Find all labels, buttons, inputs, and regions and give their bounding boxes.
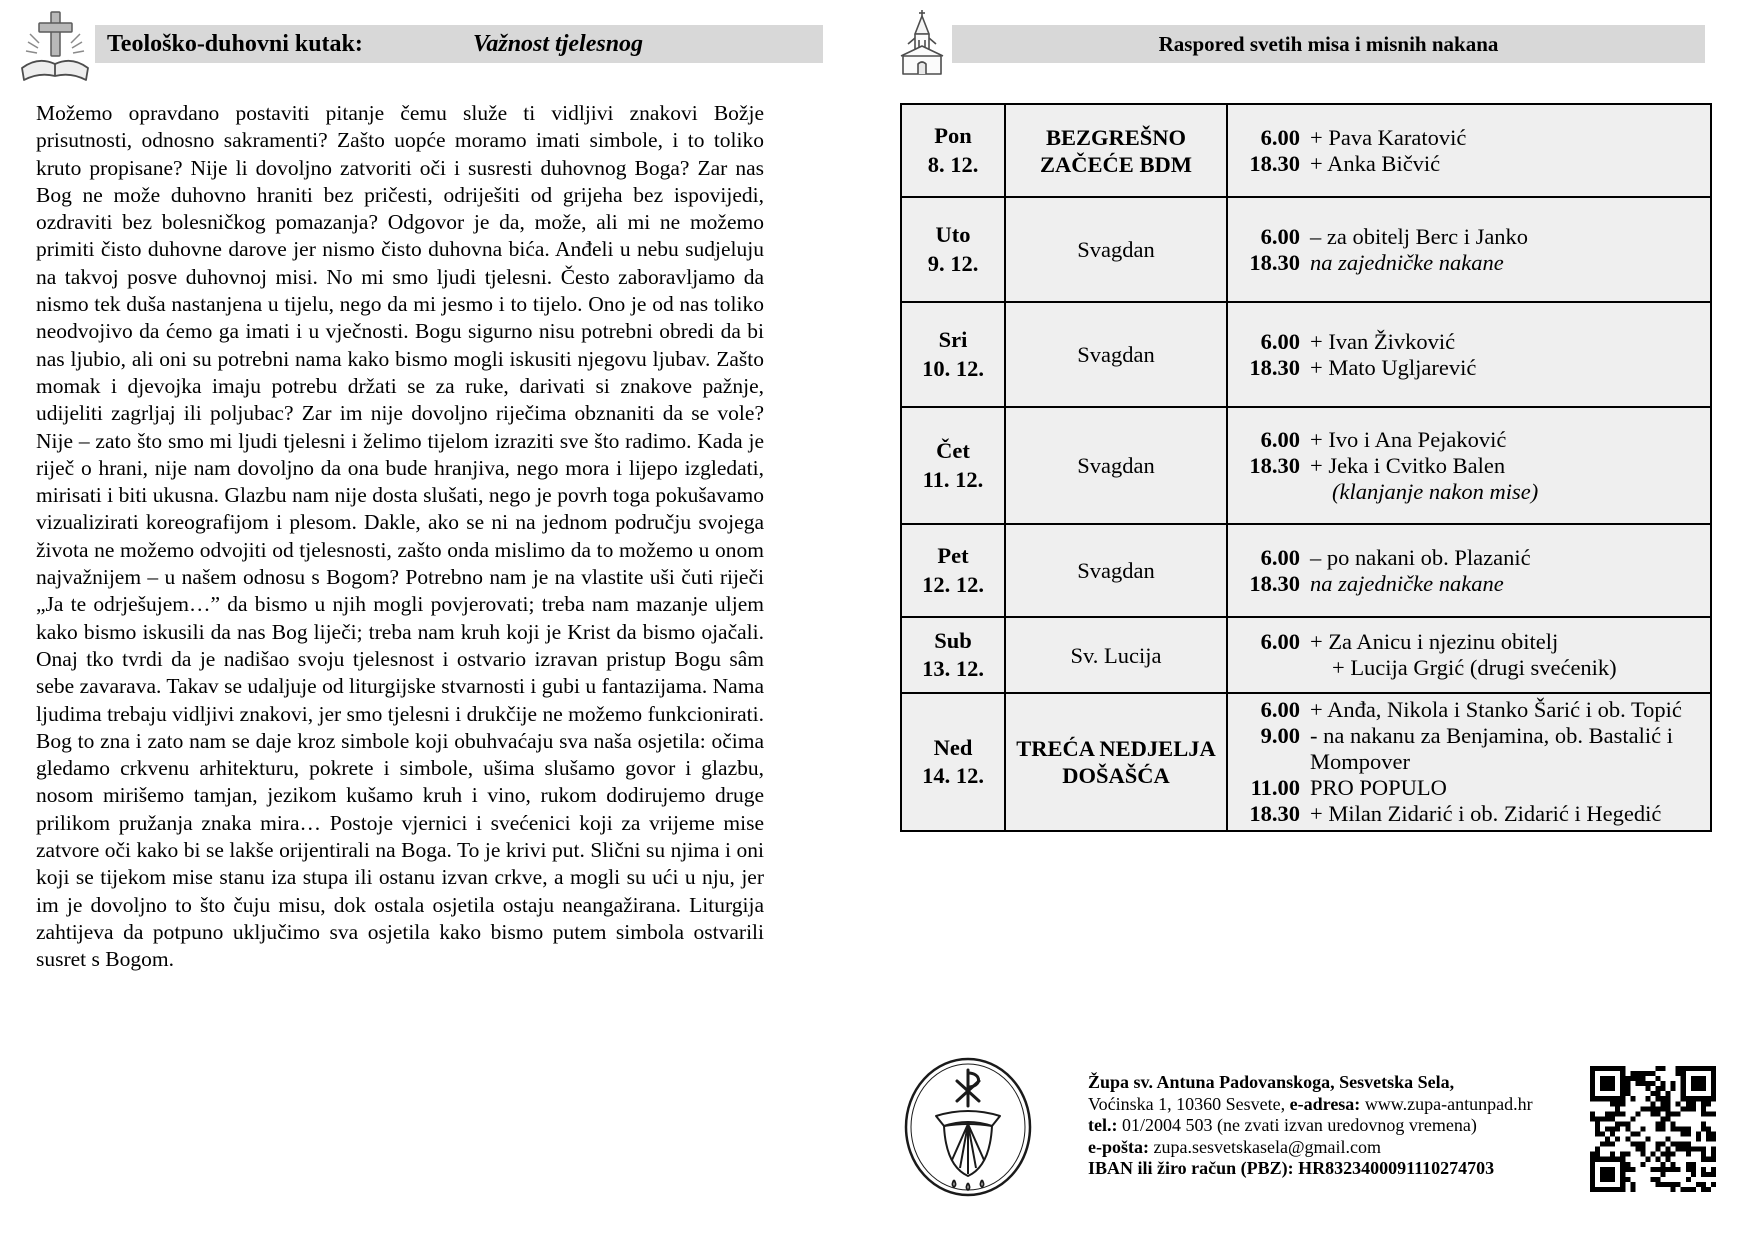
mass-entry [1236,545,1702,571]
day-cell [901,693,1005,831]
left-section-subtitle: Važnost tjelesnog [473,30,644,57]
email-label: e-pošta: [1088,1136,1149,1157]
mass-time: 6.00 [1260,544,1300,570]
cross-bible-icon [14,6,96,86]
mass-note: (klanjanje nakon mise) [1332,478,1539,504]
feast-cell: BEZGREŠNO ZAČEĆE BDM [1005,104,1227,197]
left-section-title: Teološko-duhovni kutak: [107,30,363,57]
right-section-header [952,25,1705,63]
mass-time: 6.00 [1260,629,1300,654]
mass-intention: + Jeka i Cvitko Balen [1310,452,1506,478]
mass-entry [1236,571,1702,597]
day-cell [901,617,1005,693]
masses-cell [1227,693,1711,831]
contact-line [1088,1158,1588,1180]
mass-time: 6.00 [1260,328,1300,354]
mass-entry [1236,629,1702,655]
mass-intention: + Anka Bičvić [1310,150,1441,176]
phone-number: 01/2004 503 (ne zvati izvan uredovnog vremena) [1117,1115,1477,1135]
schedule-row [901,617,1711,693]
mass-intention: + Ivo i Ana Pejaković [1310,426,1507,452]
iban-text: IBAN ili žiro račun (PBZ): HR8323400091110274703 [1088,1158,1495,1178]
schedule-row [901,407,1711,524]
mass-entry [1236,427,1702,453]
mass-time: 6.00 [1260,223,1300,249]
mass-entry [1236,250,1702,276]
mass-intention: + Za Anicu i njezinu obitelj [1310,629,1559,654]
mass-intention: na zajedničke nakane [1310,570,1504,596]
mass-intention: – za obitelj Berc i Janko [1310,223,1529,249]
contact-info [1088,1072,1588,1180]
mass-entry [1236,655,1702,681]
church-icon [893,8,951,78]
mass-entry [1236,329,1702,355]
mass-intention: + Mato Ugljarević [1310,354,1477,380]
mass-time: 18.30 [1249,354,1300,380]
right-section-title: Raspored svetih misa i misnih nakana [1158,31,1499,56]
day-date: 14. 12. [922,763,984,788]
feast-cell: Svagdan [1005,302,1227,407]
mass-entry [1236,723,1702,775]
mass-intention: + Pava Karatović [1310,124,1467,150]
mass-time: 18.30 [1249,249,1300,275]
day-date: 8. 12. [927,151,979,177]
mass-time: 6.00 [1260,697,1300,722]
day-name: Čet [936,438,970,464]
phone-label: tel.: [1088,1115,1118,1135]
day-cell [901,302,1005,407]
parish-logo [902,1056,1034,1198]
schedule-row [901,197,1711,302]
address-text: Voćinska 1, 10360 Sesvete, [1088,1093,1290,1114]
feast-cell: Svagdan [1005,407,1227,524]
mass-time: 18.30 [1249,570,1300,596]
day-cell [901,407,1005,524]
masses-cell [1227,197,1711,302]
mass-entry [1236,479,1702,505]
day-name: Pon [934,123,972,149]
mass-intention: na zajedničke nakane [1310,249,1504,275]
mass-time: 6.00 [1260,426,1300,452]
contact-line [1088,1137,1588,1159]
mass-entry [1236,125,1702,151]
website-url: www.zupa-antunpad.hr [1360,1093,1533,1114]
schedule-row [901,104,1711,197]
mass-intention: – po nakani ob. Plazanić [1310,544,1531,570]
day-name: Uto [935,222,971,248]
day-date: 12. 12. [922,571,984,597]
day-cell [901,524,1005,617]
mass-entry [1236,775,1702,801]
contact-line [1088,1115,1588,1137]
feast-cell: TREĆA NEDJELJA DOŠAŠĆA [1005,693,1227,831]
mass-entry [1236,151,1702,177]
mass-intention: - na nakanu za Benjamina, ob. Bastalić i Mompover [1310,723,1673,774]
parish-name: Župa sv. Antuna Padovanskoga, Sesvetska Sela, [1088,1072,1455,1092]
masses-cell [1227,617,1711,693]
day-cell [901,104,1005,197]
mass-time: 6.00 [1260,124,1300,150]
mass-time: 18.30 [1249,150,1300,176]
day-cell [901,197,1005,302]
schedule-row [901,693,1711,831]
mass-entry [1236,697,1702,723]
qr-code [1590,1066,1716,1192]
article-text: Možemo opravdano postaviti pitanje čemu služe ti vidljivi znakovi Božje prisutnosti, odnosno sakramenti? Zašto uopće moramo imati simbole, i to toliko kruto propisane? Nije li dovoljno zatvoriti oči i susresti duhovnog Boga? Zar nas Bog ne može duhovno hraniti bez pričesti, odriješiti od grijeha bez ispovijedi, ozdraviti bez bolesničkog pomazanja? Odgovor je da, može, ali mi ne možemo primiti čisto duhovne darove jer nismo čisto duhovna bića. Anđeli u nebu sudjeluju na takvoj posve duhovnoj misi. No mi smo ljudi tjelesni. Često zaboravljamo da nismo tek duša nastanjena u tijelu, nego da mi jesmo i to tijelo. Ono je od nas toliko neodvojivo da ćemo ga imati i u vječnosti. Bogu sigurno nisu potrebni obredi da bi nas ljubio, ali oni su potrebni nama kako bismo mogli iskusiti njegovu ljubav. Zašto momak i djevojka imaju potrebu držati se za ruke, darivati si znakove pažnje, udijeliti zagrljaj ili poljubac? Zar im nije dovoljno riječima obznaniti da se vole? Nije – zato što smo mi ljudi tjelesni i želimo tijelom izraziti sve što radimo. Kada je riječ o hrani, nije nam dovoljno da ona bude hranjiva, nego mora i lijepo izgledati, mirisati i biti ukusna. Glazbu nam nije dosta slušati, nego je povrh toga pokušavamo vizualizirati koreografijom i plesom. Dakle, ako se ni na jednom području svojega života ne možemo odvojiti od tjelesnosti, zašto onda mislimo da to možemo u onom najvažnijem – u našem odnosu s Bogom? Potrebno nam je na vlastite uši čuti riječi „Ja te odrješujem…” da bismo u njih mogli povjerovati; treba nam mazanje uljem kako bismo iskusili da nas Bog liječi; treba nam kruh koji je Krist da bismo ojačali. Onaj tko tvrdi da je nadišao svoju tjelesnost i ostvario izravan pristup Bogu sâm sebe zavarava. Takav se udaljuje od liturgijske stvarnosti i gubi u fantazijama. Nama ljudima trebaju vidljivi znakovi, jer smo tjelesni i drukčije ne možemo funkcionirati. Bog to zna i zato nam se daje kroz simbole koji obuhvaćaju sva naša osjetila: očima gledamo crkvenu arhitekturu, pokrete i simbole, ušima slušamo govor i glazbu, nosom mirišemo tamjan, jezikom kušamo kruh i vino, rukom dodirujemo druge prilikom pružanja znaka mira… Postoje vjernici i svećenici koji za vrijeme mise zatvore oči kako bi se lakše orijentirali na Boga. To je krivi put. Slični su njima i oni koji se tijekom mise stanu iza stupa ili ostanu izvan crkve, a mogli su ući u nju, jer im je dovoljno to što čuju misu, dok ostala osjetila ostaju neangažirana. Liturgija zahtijeva da potpuno uključimo sva osjetila kako bismo putem simbola ostvarili susret s Bogom. [36,101,764,972]
email-address: zupa.sesvetskasela@gmail.com [1149,1136,1382,1157]
schedule-row [901,302,1711,407]
mass-intention: + Milan Zidarić i ob. Zidarić i Hegedić [1310,801,1662,826]
day-date: 10. 12. [922,355,984,381]
feast-cell: Svagdan [1005,197,1227,302]
mass-time: 9.00 [1260,723,1300,748]
mass-intention: + Lucija Grgić (drugi svećenik) [1332,655,1617,680]
mass-entry [1236,453,1702,479]
mass-time: 18.30 [1249,801,1300,826]
day-name: Ned [933,734,973,760]
mass-intention: + Ivan Živković [1310,328,1456,354]
day-date: 13. 12. [922,656,984,681]
mass-entry [1236,355,1702,381]
mass-time: 18.30 [1249,452,1300,478]
web-label: e-adresa: [1289,1093,1361,1114]
contact-line [1088,1072,1588,1094]
left-section-header [95,25,823,63]
feast-cell: Svagdan [1005,524,1227,617]
day-name: Sub [934,627,972,653]
mass-schedule-table [900,103,1712,832]
mass-entry [1236,224,1702,250]
contact-line [1088,1094,1588,1116]
day-date: 11. 12. [922,466,984,492]
schedule-row [901,524,1711,617]
day-name: Pet [937,543,969,569]
mass-intention: PRO POPULO [1310,775,1447,800]
mass-entry [1236,801,1702,827]
day-date: 9. 12. [927,250,979,276]
masses-cell [1227,524,1711,617]
day-name: Sri [938,327,968,353]
mass-intention: + Anđa, Nikola i Stanko Šarić i ob. Topić [1310,697,1682,722]
masses-cell [1227,407,1711,524]
feast-cell: Sv. Lucija [1005,617,1227,693]
masses-cell [1227,302,1711,407]
mass-time: 11.00 [1250,775,1300,800]
masses-cell [1227,104,1711,197]
